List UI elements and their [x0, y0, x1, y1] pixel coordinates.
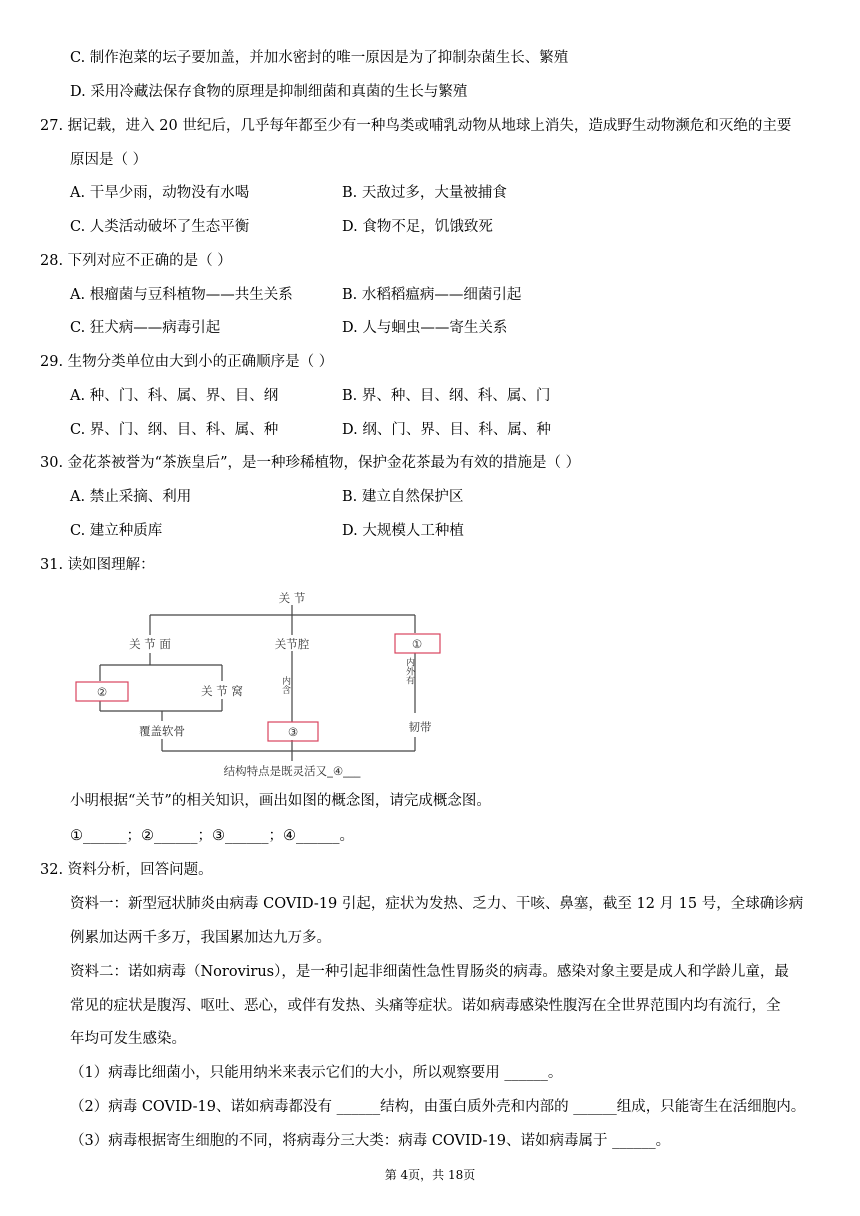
q30-option-d: D. 大规模人工种植 [342, 523, 464, 539]
q27-option-d: D. 食物不足，饥饿致死 [342, 219, 493, 235]
node-blank-3: ③ [287, 725, 299, 739]
q26-option-d: D. 采用冷藏法保存食物的原理是抑制细菌和真菌的生长与繁殖 [70, 84, 468, 100]
q30-option-b: B. 建立自然保护区 [342, 489, 464, 505]
node-cartilage: 覆盖软骨 [139, 724, 185, 738]
q31-description: 小明根据“关节”的相关知识，画出如图的概念图，请完成概念图。 [70, 793, 491, 809]
edge-contains: 内含 [280, 676, 290, 694]
q27-option-a: A. 干旱少雨，动物没有水喝 [70, 185, 250, 201]
page-footer: 第 4页，共 18页 [384, 1168, 476, 1182]
node-root: 关 节 [278, 591, 306, 605]
node-joint-cavity: 关节腔 [274, 637, 310, 651]
edge-outside: 内外有 [404, 657, 414, 685]
node-blank-1: ① [411, 637, 423, 651]
node-bottom-feature: 结构特点是既灵活又_④___ [223, 764, 361, 778]
q29-option-b: B. 界、种、目、纲、科、属、门 [342, 388, 551, 404]
node-ligament: 韧带 [408, 720, 432, 734]
q32-sub1: （1）病毒比细菌小，只能用纳米来表示它们的大小，所以观察要用 ______。 [70, 1065, 563, 1081]
q32-material2-line2: 常见的症状是腹泻、呕吐、恶心，或伴有发热、头痛等症状。诺如病毒感染性腹泻在全世界范围内均有流行，全 [70, 998, 781, 1014]
q32-sub2: （2）病毒 COVID-19、诺如病毒都没有 ______结构，由蛋白质外壳和内部的 ______组成，只能寄生在活细胞内。 [70, 1099, 806, 1115]
q29-stem: 29. 生物分类单位由大到小的正确顺序是（ ） [40, 354, 334, 370]
q27-stem-line2: 原因是（ ） [70, 152, 148, 168]
q30-option-a: A. 禁止采摘、利用 [70, 489, 192, 505]
q29-option-c: C. 界、门、纲、目、科、属、种 [70, 422, 279, 438]
q27-option-b: B. 天敌过多，大量被捕食 [342, 185, 507, 201]
q29-option-d: D. 纲、门、界、目、科、属、种 [342, 422, 551, 438]
q32-stem: 32. 资料分析，回答问题。 [40, 862, 213, 878]
q32-material2-line1: 资料二：诺如病毒（Norovirus），是一种引起非细菌性急性胃肠炎的病毒。感染对象主要是成人和学龄儿童，最 [70, 964, 789, 980]
q32-material1-line1: 资料一：新型冠状肺炎由病毒 COVID-19 引起，症状为发热、乏力、干咳、鼻塞，截至 12 月 15 号，全球确诊病 [70, 896, 804, 912]
q32-material2-line3: 年均可发生感染。 [70, 1031, 186, 1047]
q26-option-c: C. 制作泡菜的坛子要加盖，并加水密封的唯一原因是为了抑制杂菌生长、繁殖 [70, 50, 569, 66]
q30-stem: 30. 金花茶被誉为“茶族皇后”，是一种珍稀植物，保护金花茶最为有效的措施是（ ） [40, 455, 581, 471]
q32-material1-line2: 例累加达两千多万，我国累加达九万多。 [70, 930, 331, 946]
node-joint-surface: 关 节 面 [129, 637, 171, 651]
node-blank-2: ② [96, 685, 108, 699]
node-joint-socket: 关 节 窝 [201, 684, 243, 698]
q27-stem-line1: 27. 据记载，进入 20 世纪后，几乎每年都至少有一种鸟类或哺乳动物从地球上消失，造成野生动物濒危和灭绝的主要 [40, 118, 792, 134]
q32-sub3: （3）病毒根据寄生细胞的不同，将病毒分三大类：病毒 COVID-19、诺如病毒属于 ______。 [70, 1133, 671, 1149]
q28-option-c: C. 狂犬病——病毒引起 [70, 320, 221, 336]
q28-option-b: B. 水稻稻瘟病——细菌引起 [342, 287, 522, 303]
q31-stem: 31. 读如图理解： [40, 557, 155, 573]
q30-option-c: C. 建立种质库 [70, 523, 163, 539]
q29-option-a: A. 种、门、科、属、界、目、纲 [70, 388, 279, 404]
q28-option-d: D. 人与蛔虫——寄生关系 [342, 320, 508, 336]
q28-stem: 28. 下列对应不正确的是（ ） [40, 253, 232, 269]
joint-concept-diagram [70, 585, 450, 780]
q31-blanks: ①______；②______；③______；④______。 [70, 828, 354, 844]
q28-option-a: A. 根瘤菌与豆科植物——共生关系 [70, 287, 293, 303]
q27-option-c: C. 人类活动破坏了生态平衡 [70, 219, 250, 235]
